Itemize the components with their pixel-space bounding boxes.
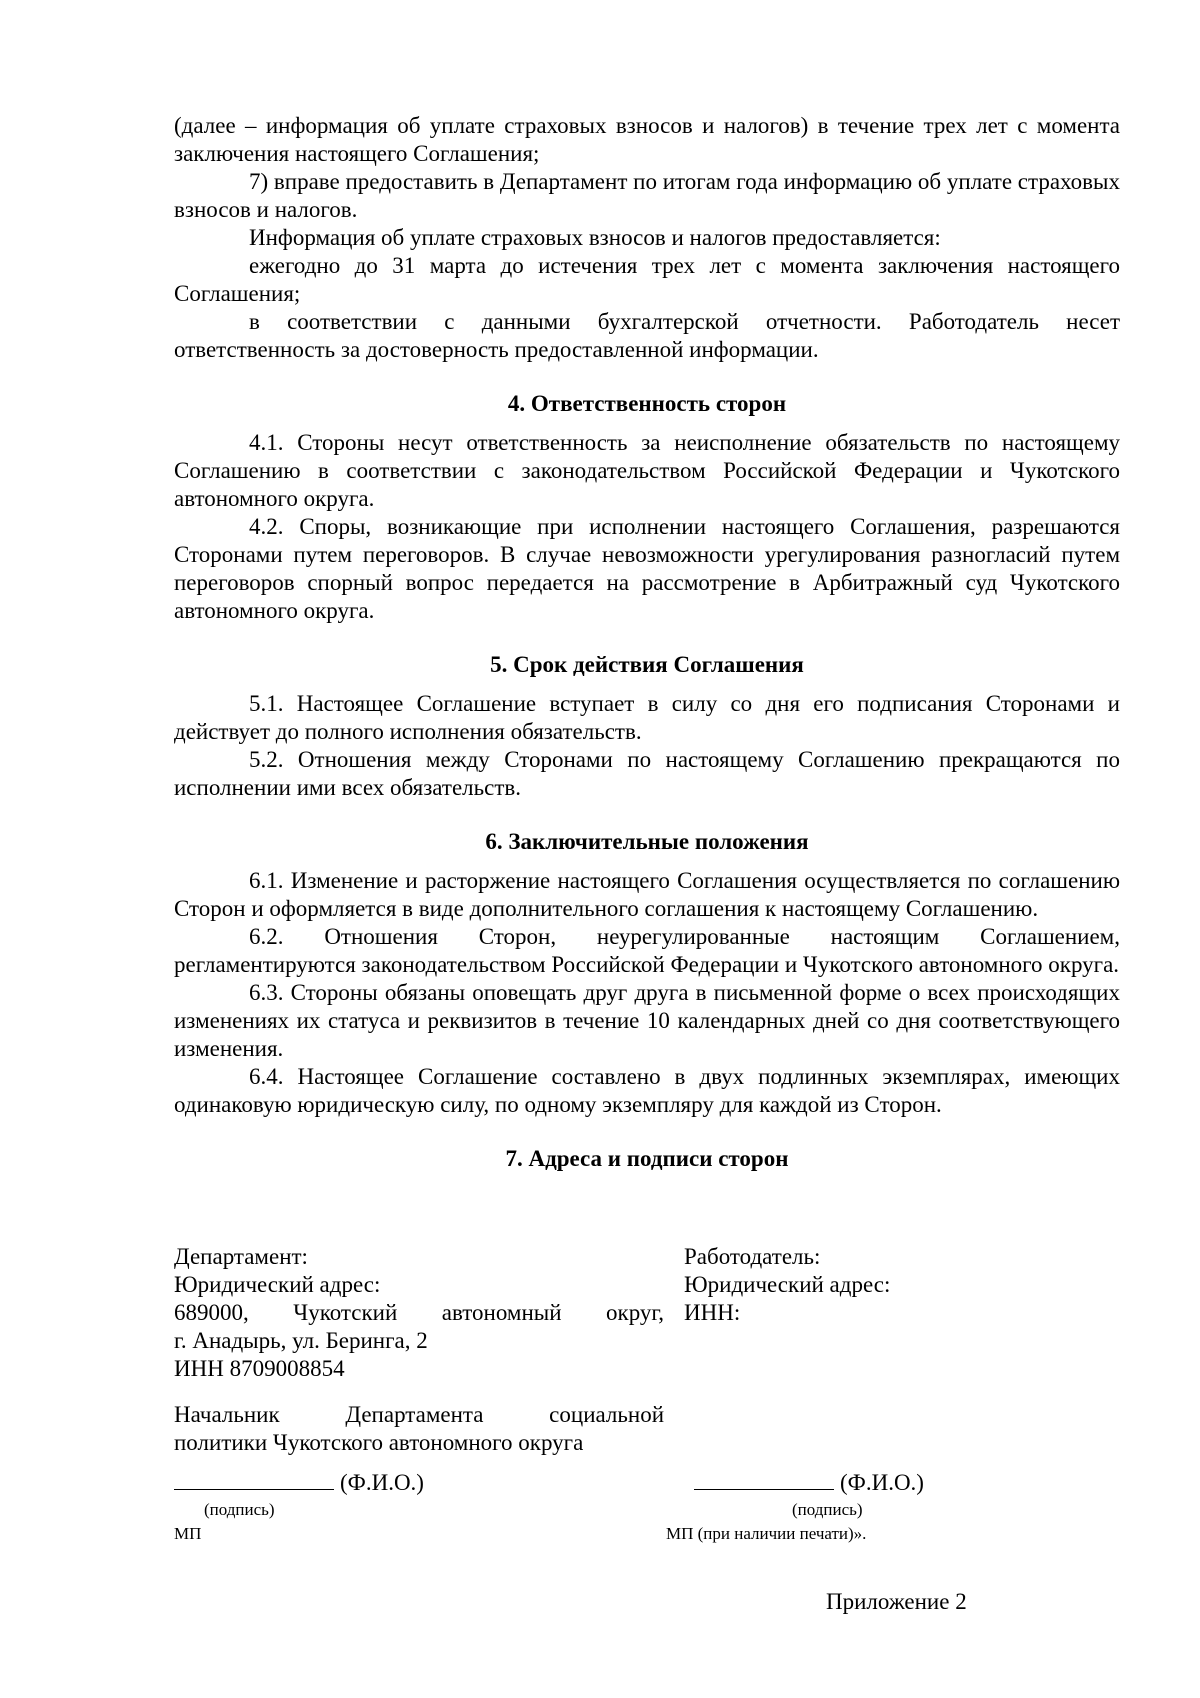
employer-party-label: Работодатель:	[684, 1244, 821, 1269]
department-legal-address-label: Юридический адрес:	[174, 1272, 381, 1297]
department-chief-title	[174, 1401, 664, 1457]
paragraph-info: Информация об уплате страховых взносов и налогов предоставляется:	[249, 225, 941, 250]
paragraph-item-7: 7) вправе предоставить в Департамент по итогам года информацию об уплате страховых взносов и налогов.	[174, 169, 1120, 222]
clause-6-2: 6.2. Отношения Сторон, неурегулированные настоящим Соглашением, регламентируются законодательством Российской Федерации и Чукотского автономного округа.	[174, 924, 1120, 977]
clause-4-1: 4.1. Стороны несут ответственность за неисполнение обязательств по настоящему Соглашению в соответствии с законодательством Российской Федерации и Чукотского автономного округа.	[174, 430, 1120, 511]
employer-stamp-label: МП (при наличии печати)».	[666, 1524, 867, 1543]
department-party-label: Департамент:	[174, 1244, 308, 1269]
employer-signature-caption: (подпись)	[792, 1500, 863, 1519]
employer-fio-label: (Ф.И.О.)	[840, 1470, 924, 1495]
department-address-line1: 689000, Чукотский автономный округ,	[174, 1300, 664, 1325]
department-address-line2: г. Анадырь, ул. Беринга, 2	[174, 1328, 428, 1353]
employer-details	[684, 1243, 1104, 1327]
paragraph-accordance: в соответствии с данными бухгалтерской отчетности. Работодатель несет ответственность за достоверность предоставленной информации.	[174, 309, 1120, 362]
department-signature-line	[174, 1469, 594, 1497]
chief-title-line2: политики Чукотского автономного округа	[174, 1430, 584, 1455]
clause-5-1: 5.1. Настоящее Соглашение вступает в силу со дня его подписания Сторонами и действует до полного исполнения обязательств.	[174, 691, 1120, 744]
department-stamp-label: МП	[174, 1524, 202, 1543]
signature-blank	[694, 1469, 834, 1490]
clause-6-3: 6.3. Стороны обязаны оповещать друг друга в письменной форме о всех происходящих изменениях их статуса и реквизитов в течение 10 календарных дней со дня соответствующего изменения.	[174, 980, 1120, 1061]
department-signature-caption: (подпись)	[204, 1500, 275, 1519]
employer-signature-line	[694, 1469, 1114, 1497]
employer-inn: ИНН:	[684, 1300, 741, 1325]
clause-6-1: 6.1. Изменение и расторжение настоящего Соглашения осуществляется по соглашению Сторон и оформляется в виде дополнительного соглашения к настоящему Соглашению.	[174, 868, 1120, 921]
section-5-heading: 5. Срок действия Соглашения	[490, 652, 804, 677]
department-inn: ИНН 8709008854	[174, 1356, 345, 1381]
signature-blank	[174, 1469, 334, 1490]
department-details	[174, 1243, 664, 1383]
paragraph-annually: ежегодно до 31 марта до истечения трех лет с момента заключения настоящего Соглашения;	[174, 253, 1120, 306]
document-body	[174, 112, 1120, 1173]
clause-6-4: 6.4. Настоящее Соглашение составлено в двух подлинных экземплярах, имеющих одинаковую юридическую силу, по одному экземпляру для каждой из Сторон.	[174, 1064, 1120, 1117]
section-4-heading: 4. Ответственность сторон	[507, 391, 787, 416]
chief-title-line1: Начальник Департамента социальной	[174, 1402, 664, 1427]
employer-legal-address-label: Юридический адрес:	[684, 1272, 891, 1297]
clause-5-2: 5.2. Отношения между Сторонами по настоящему Соглашению прекращаются по исполнении ими всех обязательств.	[174, 747, 1120, 800]
section-7-heading: 7. Адреса и подписи сторон	[505, 1146, 789, 1171]
appendix-label: Приложение 2	[826, 1589, 967, 1614]
department-fio-label: (Ф.И.О.)	[340, 1470, 424, 1495]
clause-4-2: 4.2. Споры, возникающие при исполнении настоящего Соглашения, разрешаются Сторонами путем переговоров. В случае невозможности урегулирования разногласий путем переговоров спорный вопрос передается на рассмотрение в Арбитражный суд Чукотского автономного округа.	[174, 514, 1120, 623]
section-6-heading: 6. Заключительные положения	[485, 829, 809, 854]
paragraph-continuation: (далее – информация об уплате страховых взносов и налогов) в течение трех лет с момента заключения настоящего Соглашения;	[174, 113, 1120, 166]
